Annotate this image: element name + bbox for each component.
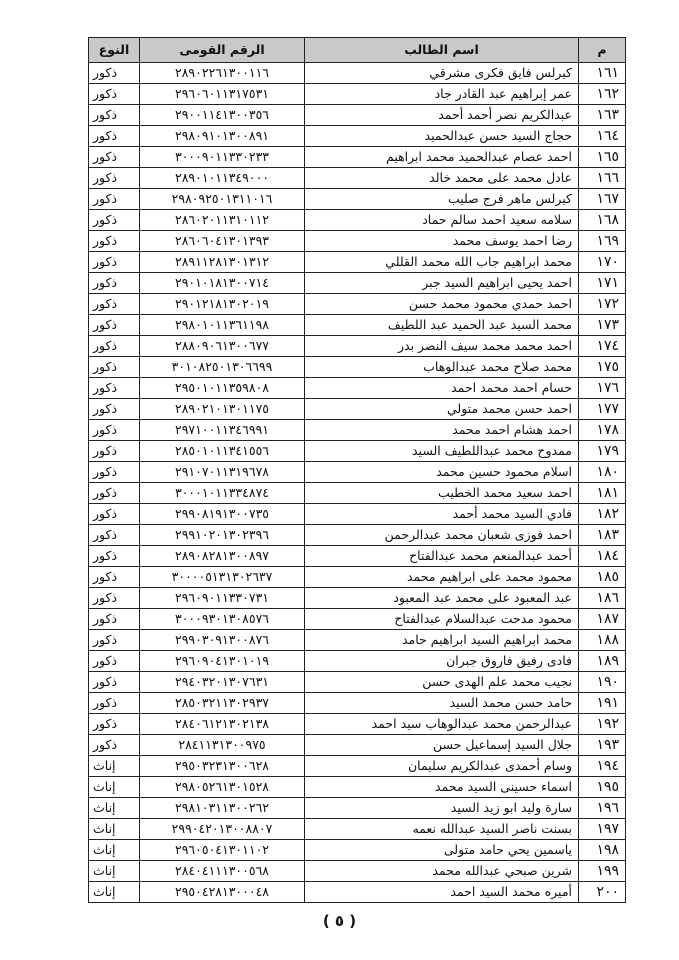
- row-number: ١٧٤: [579, 336, 626, 357]
- gender: إناث: [89, 882, 140, 903]
- gender: ذكور: [89, 735, 140, 756]
- row-number: ١٧٦: [579, 378, 626, 399]
- student-name: اسلام محمود حسين محمد: [305, 462, 579, 483]
- student-name: حجاج السيد حسن عبدالحميد: [305, 126, 579, 147]
- row-number: ١٦٨: [579, 210, 626, 231]
- gender: ذكور: [89, 462, 140, 483]
- row-number: ١٨٥: [579, 567, 626, 588]
- national-id: ٢٩٨٠٩١٠١٣٠٠٨٩١: [140, 126, 305, 147]
- table-row: [89, 126, 626, 147]
- gender: ذكور: [89, 357, 140, 378]
- national-id: ٢٩٥٠٣٢٣١٣٠٠٦٢٨: [140, 756, 305, 777]
- national-id: ٢٩٥٠٤٢٨١٣٠٠٠٤٨: [140, 882, 305, 903]
- national-id: ٣٠٠٠٩٣٠١٣٠٨٥٧٦: [140, 609, 305, 630]
- row-number: ١٨٧: [579, 609, 626, 630]
- table-row: [89, 609, 626, 630]
- gender: إناث: [89, 798, 140, 819]
- gender: ذكور: [89, 273, 140, 294]
- national-id: ٢٩٠١٢١٨١٣٠٢٠١٩: [140, 294, 305, 315]
- student-name: رضا احمد يوسف محمد: [305, 231, 579, 252]
- student-name: محمود محمد على ابراهيم محمد: [305, 567, 579, 588]
- row-number: ١٦٢: [579, 84, 626, 105]
- table-row: [89, 252, 626, 273]
- table-row: [89, 777, 626, 798]
- national-id: ٢٩٦٠٩٠٤١٣٠١٠١٩: [140, 651, 305, 672]
- national-id: ٢٨٩١١٢٨١٣٠١٣١٢: [140, 252, 305, 273]
- table-row: [89, 378, 626, 399]
- student-name: سلامه سعيد احمد سالم حماد: [305, 210, 579, 231]
- row-number: ١٨٤: [579, 546, 626, 567]
- table-row: [89, 882, 626, 903]
- gender: ذكور: [89, 294, 140, 315]
- row-number: ١٧٩: [579, 441, 626, 462]
- national-id: ٢٨٦٠٢٠١١٣١٠١١٢: [140, 210, 305, 231]
- table-row: [89, 357, 626, 378]
- row-number: ١٧٧: [579, 399, 626, 420]
- national-id: ٢٨٩٠٨٢٨١٣٠٠٨٩٧: [140, 546, 305, 567]
- national-id: ٢٩٦٠٩٠١١٣٣٠٧٣١: [140, 588, 305, 609]
- table-row: [89, 588, 626, 609]
- student-name: احمد حمدي محمود محمد حسن: [305, 294, 579, 315]
- student-name: محمود مدحت عبدالسلام عبدالفتاح: [305, 609, 579, 630]
- student-name: اسماء حسينى السيد محمد: [305, 777, 579, 798]
- student-name: عمر إبراهيم عبد القادر جاد: [305, 84, 579, 105]
- row-number: ١٩٩: [579, 861, 626, 882]
- table-row: [89, 756, 626, 777]
- national-id: ٢٨٩٠٢١٠١٣٠١١٧٥: [140, 399, 305, 420]
- row-number: ١٨١: [579, 483, 626, 504]
- table-row: [89, 210, 626, 231]
- row-number: ١٩٥: [579, 777, 626, 798]
- row-number: ١٨٢: [579, 504, 626, 525]
- gender: ذكور: [89, 525, 140, 546]
- national-id: ٣٠٠٠١٠١١٣٣٤٨٧٤: [140, 483, 305, 504]
- table-row: [89, 294, 626, 315]
- header-num: م: [579, 38, 626, 63]
- row-number: ١٨٠: [579, 462, 626, 483]
- national-id: ٢٩٧١٠٠١١٣٤٦٩٩١: [140, 420, 305, 441]
- row-number: ١٩٣: [579, 735, 626, 756]
- student-name: احمد محمد محمد سيف النصر بدر: [305, 336, 579, 357]
- row-number: ١٩٧: [579, 819, 626, 840]
- table-row: [89, 651, 626, 672]
- gender: ذكور: [89, 672, 140, 693]
- row-number: ١٧٢: [579, 294, 626, 315]
- row-number: ١٩٨: [579, 840, 626, 861]
- gender: ذكور: [89, 399, 140, 420]
- row-number: ١٦٩: [579, 231, 626, 252]
- gender: ذكور: [89, 567, 140, 588]
- table-row: [89, 441, 626, 462]
- table-row: [89, 483, 626, 504]
- row-number: ١٧٥: [579, 357, 626, 378]
- national-id: ٢٩٦٠٥٠٤١٣٠١١٠٢: [140, 840, 305, 861]
- table-row: [89, 189, 626, 210]
- national-id: ٢٩٠١٠١٨١٣٠٠٧١٤: [140, 273, 305, 294]
- table-row: [89, 714, 626, 735]
- national-id: ٢٨٨٠٩٠٦١٣٠٠٦٧٧: [140, 336, 305, 357]
- student-name: عادل محمد على محمد خالد: [305, 168, 579, 189]
- gender: ذكور: [89, 546, 140, 567]
- national-id: ٢٨٤٠٤١١١٣٠٠٥٦٨: [140, 861, 305, 882]
- student-name: فادي السيد محمد أحمد: [305, 504, 579, 525]
- gender: ذكور: [89, 252, 140, 273]
- gender: ذكور: [89, 651, 140, 672]
- student-name: عبدالرحمن محمد عبدالوهاب سيد احمد: [305, 714, 579, 735]
- gender: ذكور: [89, 420, 140, 441]
- student-name: شرين صبحي عبدالله محمد: [305, 861, 579, 882]
- gender: ذكور: [89, 504, 140, 525]
- national-id: ٢٨٥٠١٠١١٣٤١٥٥٦: [140, 441, 305, 462]
- student-name: كيرلس ماهر فرج صليب: [305, 189, 579, 210]
- table-row: [89, 273, 626, 294]
- student-name: بسنت ناصر السيد عبدالله نعمه: [305, 819, 579, 840]
- row-number: ١٩٢: [579, 714, 626, 735]
- header-row: [89, 38, 626, 63]
- table-row: [89, 462, 626, 483]
- student-name: أميره محمد السيد احمد: [305, 882, 579, 903]
- national-id: ٢٩٨٠٥٢٦١٣٠١٥٢٨: [140, 777, 305, 798]
- gender: ذكور: [89, 336, 140, 357]
- national-id: ٢٩٨٠١٠١١٣٦١١٩٨: [140, 315, 305, 336]
- row-number: ١٧٣: [579, 315, 626, 336]
- student-name: محمد ابراهيم السيد ابراهيم حامد: [305, 630, 579, 651]
- student-name: احمد هشام احمد محمد: [305, 420, 579, 441]
- gender: ذكور: [89, 84, 140, 105]
- gender: ذكور: [89, 714, 140, 735]
- row-number: ١٦٦: [579, 168, 626, 189]
- gender: ذكور: [89, 483, 140, 504]
- national-id: ٣٠٠٠٩٠١١٣٣٠٢٣٣: [140, 147, 305, 168]
- table-row: [89, 336, 626, 357]
- table-row: [89, 735, 626, 756]
- table-row: [89, 840, 626, 861]
- gender: ذكور: [89, 693, 140, 714]
- gender: ذكور: [89, 126, 140, 147]
- row-number: ١٦٧: [579, 189, 626, 210]
- table-row: [89, 861, 626, 882]
- gender: إناث: [89, 819, 140, 840]
- student-name: احمد حسن محمد متولي: [305, 399, 579, 420]
- gender: ذكور: [89, 630, 140, 651]
- gender: إناث: [89, 756, 140, 777]
- student-name: نجيب محمد علم الهدى حسن: [305, 672, 579, 693]
- header-gender: النوع: [89, 38, 140, 63]
- national-id: ٢٩٨١٠٣١١٣٠٠٢٦٢: [140, 798, 305, 819]
- national-id: ٢٩٥٠١٠١١٣٥٩٨٠٨: [140, 378, 305, 399]
- national-id: ٢٩٤٠٣٢٠١٣٠٧٦٣١: [140, 672, 305, 693]
- table-row: [89, 231, 626, 252]
- row-number: ١٩١: [579, 693, 626, 714]
- gender: ذكور: [89, 210, 140, 231]
- gender: ذكور: [89, 441, 140, 462]
- student-name: ممدوح محمد عبداللطيف السيد: [305, 441, 579, 462]
- row-number: ٢٠٠: [579, 882, 626, 903]
- table-row: [89, 504, 626, 525]
- student-name: سارة وليد ابو زيد السيد: [305, 798, 579, 819]
- national-id: ٢٨٦٠٦٠٤١٣٠١٣٩٣: [140, 231, 305, 252]
- student-name: عبد المعبود على محمد عبد المعبود: [305, 588, 579, 609]
- table-row: [89, 420, 626, 441]
- row-number: ١٨٣: [579, 525, 626, 546]
- national-id: ٢٨٩٠٢٢٦١٣٠٠١١٦: [140, 63, 305, 84]
- row-number: ١٦٣: [579, 105, 626, 126]
- row-number: ١٧١: [579, 273, 626, 294]
- national-id: ٢٩٩٠٣٠٩١٣٠٠٨٧٦: [140, 630, 305, 651]
- row-number: ١٧٨: [579, 420, 626, 441]
- gender: ذكور: [89, 189, 140, 210]
- student-name: جلال السيد إسماعيل حسن: [305, 735, 579, 756]
- table-row: [89, 546, 626, 567]
- table-body: [89, 63, 626, 903]
- row-number: ١٦٥: [579, 147, 626, 168]
- national-id: ٢٨٤٠٦١٢١٣٠٢١٣٨: [140, 714, 305, 735]
- student-name: محمد ابراهيم جاب الله محمد القللي: [305, 252, 579, 273]
- row-number: ١٩٦: [579, 798, 626, 819]
- student-name: محمد السيد عبد الحميد عبد اللطيف: [305, 315, 579, 336]
- national-id: ٢٨٥٠٣٢١١٣٠٢٩٣٧: [140, 693, 305, 714]
- gender: ذكور: [89, 63, 140, 84]
- student-name: احمد فوزى شعبان محمد عبدالرحمن: [305, 525, 579, 546]
- table-row: [89, 105, 626, 126]
- row-number: ١٩٠: [579, 672, 626, 693]
- table-row: [89, 525, 626, 546]
- row-number: ١٩٤: [579, 756, 626, 777]
- table-row: [89, 567, 626, 588]
- row-number: ١٧٠: [579, 252, 626, 273]
- national-id: ٢٩٩٠٨١٩١٣٠٠٧٣٥: [140, 504, 305, 525]
- gender: ذكور: [89, 588, 140, 609]
- table-row: [89, 798, 626, 819]
- gender: ذكور: [89, 315, 140, 336]
- row-number: ١٦١: [579, 63, 626, 84]
- row-number: ١٨٦: [579, 588, 626, 609]
- gender: ذكور: [89, 168, 140, 189]
- national-id: ٢٨٤١١٣١٣٠٠٩٧٥: [140, 735, 305, 756]
- gender: ذكور: [89, 147, 140, 168]
- header-student-name: اسم الطالب: [305, 38, 579, 63]
- table-row: [89, 630, 626, 651]
- student-name: احمد عصام عبدالحميد محمد ابراهيم: [305, 147, 579, 168]
- national-id: ٢٩٦٠٦٠١١٣١٧٥٣١: [140, 84, 305, 105]
- national-id: ٢٩٩٠٤٢٠١٣٠٠٨٨٠٧: [140, 819, 305, 840]
- student-name: احمد سعيد محمد الخطيب: [305, 483, 579, 504]
- student-name: فادى رفيق فاروق جبران: [305, 651, 579, 672]
- student-name: وسام أحمدى عبدالكريم سليمان: [305, 756, 579, 777]
- page-number: ( ٥ ): [322, 912, 357, 930]
- table-row: [89, 672, 626, 693]
- table-row: [89, 168, 626, 189]
- student-name: ياسمين يحي حامد متولى: [305, 840, 579, 861]
- gender: إناث: [89, 777, 140, 798]
- national-id: ٢٩١٠٧٠١١٣١٩٦٧٨: [140, 462, 305, 483]
- gender: ذكور: [89, 105, 140, 126]
- student-name: حسام احمد محمد احمد: [305, 378, 579, 399]
- national-id: ٢٨٩٠١٠١١٣٤٩٠٠٠: [140, 168, 305, 189]
- table-row: [89, 315, 626, 336]
- student-name: عبدالكريم نصر أحمد أحمد: [305, 105, 579, 126]
- table-row: [89, 147, 626, 168]
- row-number: ١٨٨: [579, 630, 626, 651]
- table-row: [89, 819, 626, 840]
- table-header: [89, 38, 626, 63]
- gender: ذكور: [89, 231, 140, 252]
- student-name: أحمد عبدالمنعم محمد عبدالفتاح: [305, 546, 579, 567]
- national-id: ٢٩٩١٠٢٠١٣٠٢٣٩٦: [140, 525, 305, 546]
- table-row: [89, 399, 626, 420]
- header-national-id: الرقم القومى: [140, 38, 305, 63]
- national-id: ٣٠٠٠٠٥١٣١٣٠٢٦٣٧: [140, 567, 305, 588]
- gender: ذكور: [89, 609, 140, 630]
- row-number: ١٨٩: [579, 651, 626, 672]
- gender: إناث: [89, 840, 140, 861]
- national-id: ٢٩٠٠١١٤١٣٠٠٣٥٦: [140, 105, 305, 126]
- table-row: [89, 63, 626, 84]
- student-table: [88, 37, 626, 903]
- gender: ذكور: [89, 378, 140, 399]
- row-number: ١٦٤: [579, 126, 626, 147]
- table-row: [89, 84, 626, 105]
- student-list-sheet: [88, 37, 625, 903]
- gender: إناث: [89, 861, 140, 882]
- student-name: محمد صلاح محمد عبدالوهاب: [305, 357, 579, 378]
- student-name: حامد حسن محمد السيد: [305, 693, 579, 714]
- national-id: ٢٩٨٠٩٢٥٠١٣١١٠١٦: [140, 189, 305, 210]
- table-row: [89, 693, 626, 714]
- student-name: كيرلس فايق فكرى مشرقي: [305, 63, 579, 84]
- national-id: ٣٠١٠٨٢٥٠١٣٠٦٦٩٩: [140, 357, 305, 378]
- student-name: احمد يحيى ابراهيم السيد جبر: [305, 273, 579, 294]
